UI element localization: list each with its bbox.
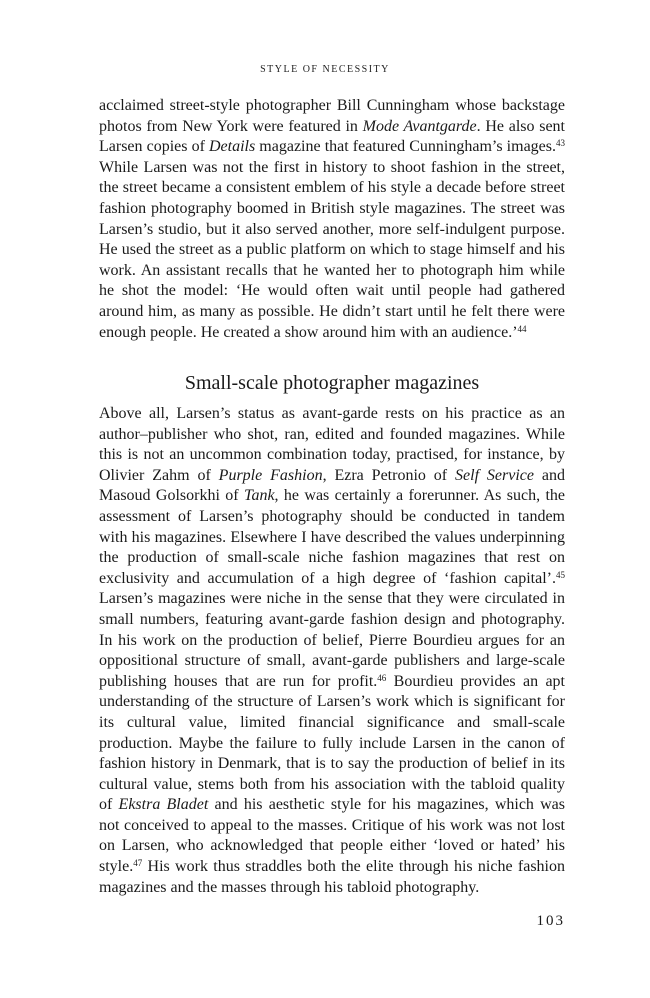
footnote-ref: 44 (517, 323, 527, 334)
italic-title: Mode Avantgarde (362, 117, 477, 135)
running-head: STYLE OF NECESSITY (260, 64, 390, 75)
italic-title: Details (209, 138, 256, 156)
footnote-ref: 43 (556, 138, 565, 149)
italic-title: Tank (244, 487, 275, 505)
italic-title: Ekstra Bladet (118, 796, 209, 814)
footnote-ref: 46 (377, 672, 387, 683)
section-heading: Small-scale photographer magazines (184, 372, 480, 394)
footnote-ref: 45 (556, 569, 565, 580)
body-paragraph-1: acclaimed street-style photographer Bill Cunningham whose backstage photos from New York were featured in Mode Avantgarde. He also sent Larsen copies of Details magazine that featured Cunningham’s images.$^{43}$ While Larsen was not the first in history to shoot fashion in the street, the street became a consistent emblem of his style a decade before street fashion photography boomed in British style magazines. The street was Larsen’s studio, but it also served another, more self-indulgent purpose. He used the street as a public platform on which to stage himself and his work. An assistant recalls that he wanted her to photograph him while he shot the model: ‘He would often wait until people had gathered around him, as many as possible. He didn’t start until he felt there were enough people. He created a show around him with an audience.’$^{44}$ (99, 97, 566, 341)
page-number: 103 (536, 913, 565, 929)
footnote-ref: 47 (133, 858, 143, 869)
italic-title: Purple Fashion (218, 466, 323, 484)
italic-title: Self Service (455, 466, 534, 484)
body-paragraph-2: Above all, Larsen’s status as avant-garde rests on his practice as an author–publisher who shot, ran, edited and founded magazines. While this is not an uncommon combination today, practised, for instance, by Olivier Zahm of Purple Fashion, Ezra Petronio of Self Service and Masoud Golsorkhi of Tank, he was certainly a forerunner. As such, the assessment of Larsen’s photography should be conducted in tandem with his magazines. Elsewhere I have described the values underpinning the production of small-scale niche fashion magazines that rest on exclusivity and accumulation of a high degree of ‘fashion capital’.$^{45}$ Larsen’s magazines were niche in the sense that they were circulated in small numbers, featuring avant-garde fashion design and photography. In his work on the production of belief, Pierre Bourdieu argues for an oppositional structure of small, avant-garde publishers and large-scale publishing houses that are run for profit.$^{46}$ Bourdieu provides an apt understanding of the structure of Larsen’s work which is significant for its cultural value, limited financial significance and small-scale production. Maybe the failure to fully include Larsen in the canon of fashion history in Denmark, that is to say the production of belief in its cultural value, stems both from his association with the tabloid quality of Ekstra Bladet and his aesthetic style for his magazines, which was not conceived to appeal to the masses. Critique of his work was not lost on Larsen, who acknowledged that people either ‘loved or hated’ his style.$^{47}$ His work thus straddles both the elite through his niche fashion magazines and the masses through his tabloid photography. (99, 405, 566, 896)
